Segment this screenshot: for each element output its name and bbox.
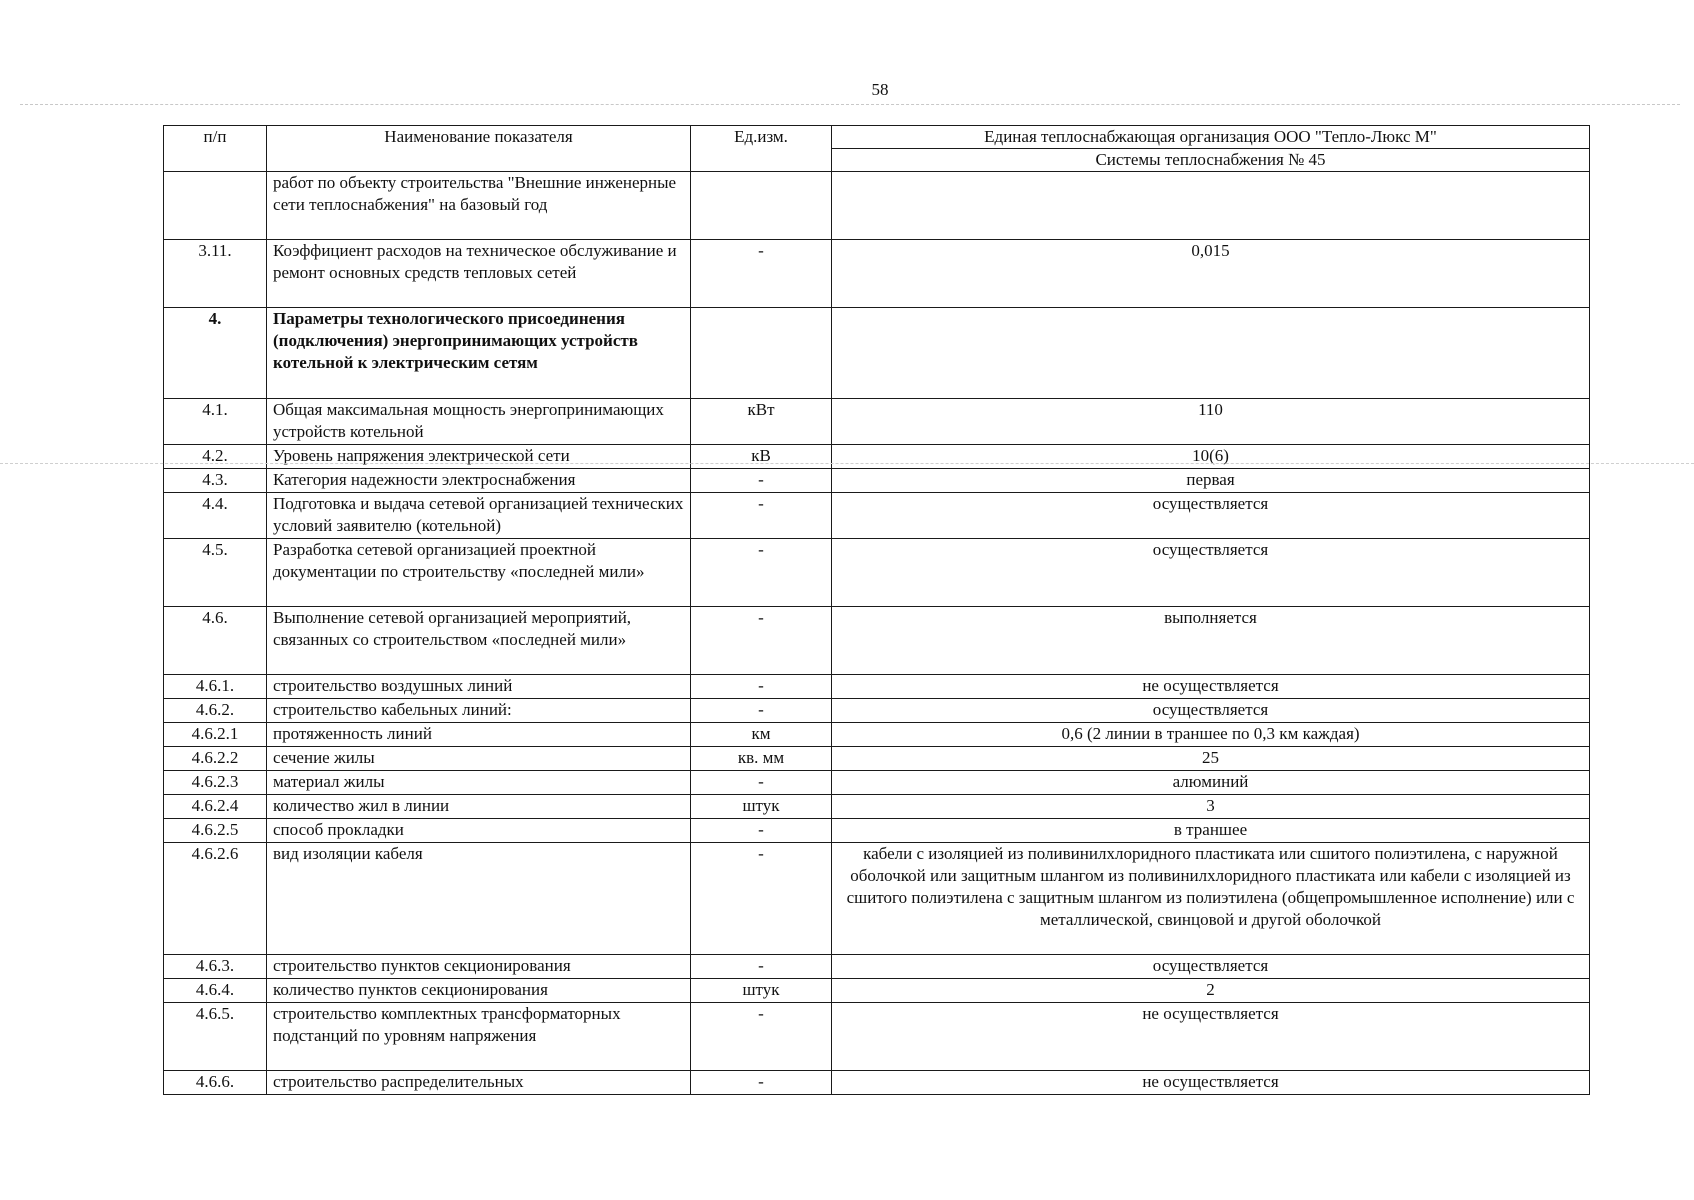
row-value: 110 bbox=[832, 399, 1590, 445]
row-value: первая bbox=[832, 469, 1590, 493]
row-number: 4.6.5. bbox=[164, 1003, 267, 1071]
row-number: 4.6.2.3 bbox=[164, 771, 267, 795]
row-number: 4.6.2.6 bbox=[164, 843, 267, 955]
row-number: 4.6.4. bbox=[164, 979, 267, 1003]
row-number: 4.6.2. bbox=[164, 699, 267, 723]
row-unit: - bbox=[691, 771, 832, 795]
row-value: не осуществляется bbox=[832, 1071, 1590, 1095]
row-name: материал жилы bbox=[267, 771, 691, 795]
row-unit: штук bbox=[691, 795, 832, 819]
row-name: Выполнение сетевой организацией мероприятий, связанных со строительством «последней мили» bbox=[267, 607, 691, 675]
row-value bbox=[832, 172, 1590, 240]
table-row bbox=[164, 308, 1590, 399]
row-unit: - bbox=[691, 675, 832, 699]
row-number: 4.2. bbox=[164, 445, 267, 469]
table-row bbox=[164, 607, 1590, 675]
row-unit: - bbox=[691, 240, 832, 308]
row-number: 4.6. bbox=[164, 607, 267, 675]
row-unit: - bbox=[691, 955, 832, 979]
row-name: протяженность линий bbox=[267, 723, 691, 747]
row-name: Параметры технологического присоединения (подключения) энергопринимающих устройств котельной к электрическим сетям bbox=[267, 308, 691, 399]
row-unit: - bbox=[691, 819, 832, 843]
row-name: количество пунктов секционирования bbox=[267, 979, 691, 1003]
table-row bbox=[164, 843, 1590, 955]
row-unit bbox=[691, 308, 832, 399]
row-number: 4.5. bbox=[164, 539, 267, 607]
row-name: Подготовка и выдача сетевой организацией технических условий заявителю (котельной) bbox=[267, 493, 691, 539]
row-name: строительство комплектных трансформаторных подстанций по уровням напряжения bbox=[267, 1003, 691, 1071]
row-name: работ по объекту строительства "Внешние инженерные сети теплоснабжения" на базовый год bbox=[267, 172, 691, 240]
header-row bbox=[164, 126, 1590, 149]
table-row bbox=[164, 445, 1590, 469]
row-name: строительство воздушных линий bbox=[267, 675, 691, 699]
row-name: сечение жилы bbox=[267, 747, 691, 771]
table-row bbox=[164, 771, 1590, 795]
row-number: 4. bbox=[164, 308, 267, 399]
row-name: строительство пунктов секционирования bbox=[267, 955, 691, 979]
row-value: выполняется bbox=[832, 607, 1590, 675]
column-header-name: Наименование показателя bbox=[267, 126, 691, 172]
row-name: Коэффициент расходов на техническое обслуживание и ремонт основных средств тепловых сетей bbox=[267, 240, 691, 308]
row-name: Разработка сетевой организацией проектной документации по строительству «последней мили» bbox=[267, 539, 691, 607]
row-value: 25 bbox=[832, 747, 1590, 771]
row-value: осуществляется bbox=[832, 699, 1590, 723]
row-value: кабели с изоляцией из поливинилхлоридного пластиката или сшитого полиэтилена, с наружной оболочкой или защитным шлангом из поливинилхлоридного пластиката или кабели с изоляцией из сшитого полиэтилена с защитным шлангом из полиэтилена (общепромышленное исполнение) или с металлической, свинцовой и другой оболочкой bbox=[832, 843, 1590, 955]
table-row bbox=[164, 795, 1590, 819]
scan-artifact-line bbox=[20, 104, 1680, 105]
table-row bbox=[164, 955, 1590, 979]
row-value: осуществляется bbox=[832, 493, 1590, 539]
row-name: вид изоляции кабеля bbox=[267, 843, 691, 955]
row-unit: кВт bbox=[691, 399, 832, 445]
table-row bbox=[164, 240, 1590, 308]
row-number: 4.1. bbox=[164, 399, 267, 445]
indicators-table bbox=[163, 125, 1590, 1095]
row-value: не осуществляется bbox=[832, 675, 1590, 699]
table-row bbox=[164, 539, 1590, 607]
table-row bbox=[164, 493, 1590, 539]
column-header-system: Системы теплоснабжения № 45 bbox=[832, 149, 1590, 172]
table-row bbox=[164, 172, 1590, 240]
row-number: 4.6.2.1 bbox=[164, 723, 267, 747]
row-unit: - bbox=[691, 1071, 832, 1095]
row-value: не осуществляется bbox=[832, 1003, 1590, 1071]
column-header-number: п/п bbox=[164, 126, 267, 172]
table-row bbox=[164, 723, 1590, 747]
row-name: Категория надежности электроснабжения bbox=[267, 469, 691, 493]
table-row bbox=[164, 469, 1590, 493]
table-row bbox=[164, 399, 1590, 445]
row-value: 0,6 (2 линии в траншее по 0,3 км каждая) bbox=[832, 723, 1590, 747]
table-row bbox=[164, 675, 1590, 699]
row-name: способ прокладки bbox=[267, 819, 691, 843]
row-unit: - bbox=[691, 493, 832, 539]
row-number: 4.4. bbox=[164, 493, 267, 539]
row-value: 0,015 bbox=[832, 240, 1590, 308]
row-number: 4.6.3. bbox=[164, 955, 267, 979]
row-unit: - bbox=[691, 699, 832, 723]
table-row bbox=[164, 747, 1590, 771]
row-unit: - bbox=[691, 1003, 832, 1071]
row-number: 4.6.2.4 bbox=[164, 795, 267, 819]
row-value: 10(6) bbox=[832, 445, 1590, 469]
table-row bbox=[164, 1071, 1590, 1095]
row-name: количество жил в линии bbox=[267, 795, 691, 819]
row-unit: - bbox=[691, 539, 832, 607]
row-number: 4.6.2.5 bbox=[164, 819, 267, 843]
row-number: 4.6.1. bbox=[164, 675, 267, 699]
row-unit bbox=[691, 172, 832, 240]
table-row bbox=[164, 979, 1590, 1003]
row-unit: км bbox=[691, 723, 832, 747]
row-number: 4.6.6. bbox=[164, 1071, 267, 1095]
row-name: строительство распределительных bbox=[267, 1071, 691, 1095]
column-header-organization: Единая теплоснабжающая организация ООО "Тепло-Люкс М" bbox=[832, 126, 1590, 149]
row-value: в траншее bbox=[832, 819, 1590, 843]
row-number bbox=[164, 172, 267, 240]
row-number: 3.11. bbox=[164, 240, 267, 308]
row-name: строительство кабельных линий: bbox=[267, 699, 691, 723]
row-unit: - bbox=[691, 607, 832, 675]
table-row bbox=[164, 1003, 1590, 1071]
scan-artifact-line bbox=[0, 463, 1694, 464]
table-row bbox=[164, 819, 1590, 843]
row-value: осуществляется bbox=[832, 539, 1590, 607]
page-number: 58 bbox=[871, 80, 889, 99]
row-name: Общая максимальная мощность энергопринимающих устройств котельной bbox=[267, 399, 691, 445]
row-number: 4.6.2.2 bbox=[164, 747, 267, 771]
row-value: 3 bbox=[832, 795, 1590, 819]
row-value: алюминий bbox=[832, 771, 1590, 795]
row-number: 4.3. bbox=[164, 469, 267, 493]
row-name: Уровень напряжения электрической сети bbox=[267, 445, 691, 469]
row-unit: кв. мм bbox=[691, 747, 832, 771]
row-value: осуществляется bbox=[832, 955, 1590, 979]
row-unit: кВ bbox=[691, 445, 832, 469]
row-unit: - bbox=[691, 843, 832, 955]
row-unit: штук bbox=[691, 979, 832, 1003]
row-value: 2 bbox=[832, 979, 1590, 1003]
row-value bbox=[832, 308, 1590, 399]
column-header-unit: Ед.изм. bbox=[691, 126, 832, 172]
table-row bbox=[164, 699, 1590, 723]
row-unit: - bbox=[691, 469, 832, 493]
